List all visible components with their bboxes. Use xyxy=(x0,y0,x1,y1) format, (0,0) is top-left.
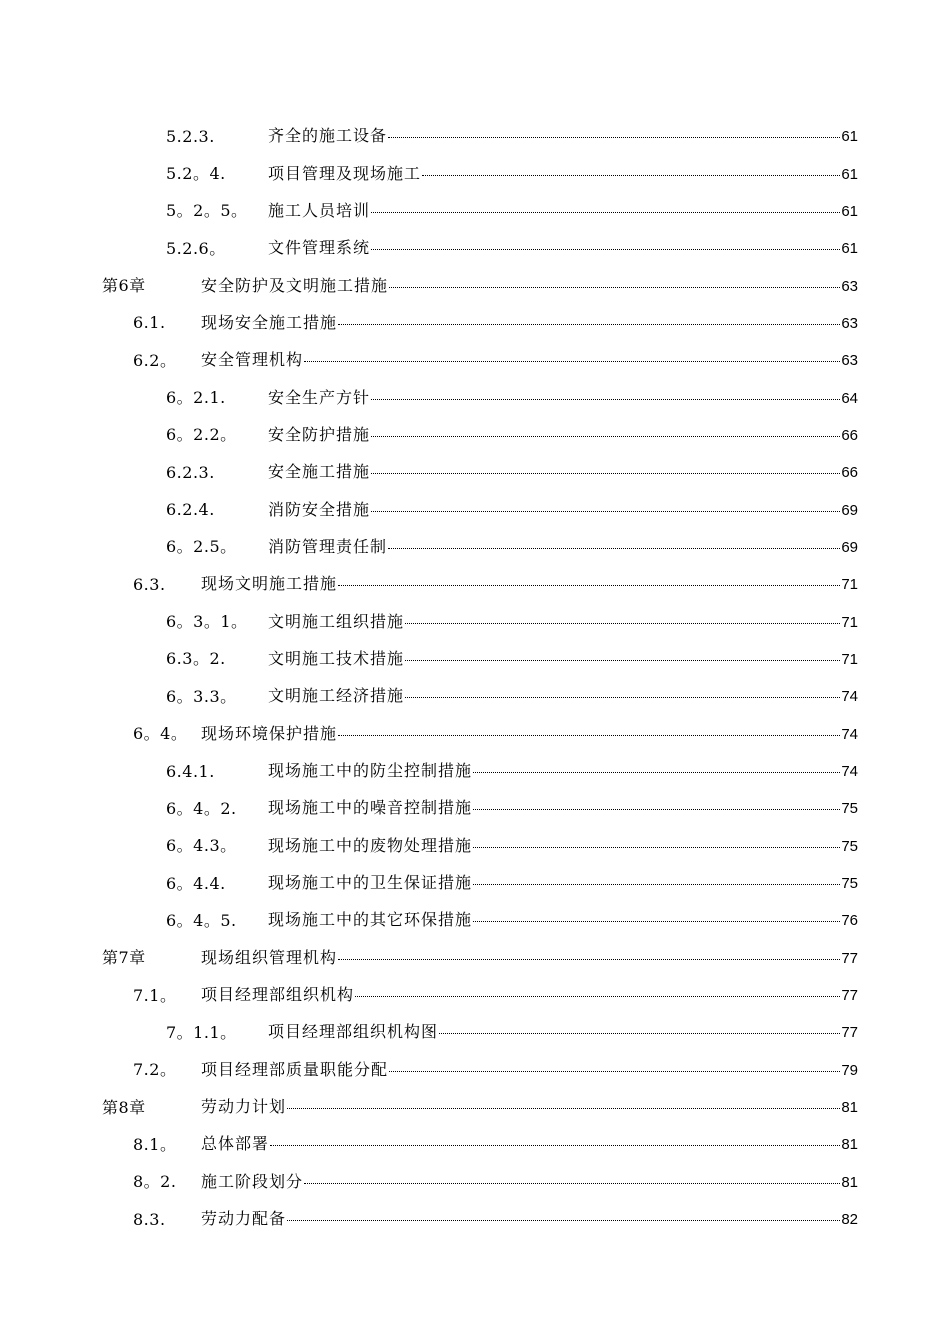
toc-entry-title: 施工人员培训 xyxy=(268,200,371,220)
toc-entry-title: 现场环境保护措施 xyxy=(201,723,338,743)
toc-entry-link[interactable] xyxy=(201,1134,858,1155)
toc-entry-page-number: 77 xyxy=(841,987,858,1005)
toc-entry-link[interactable] xyxy=(268,201,858,222)
toc-entry-title: 安全防护措施 xyxy=(268,424,371,444)
toc-entry[interactable] xyxy=(0,566,950,603)
toc-entry-title: 安全防护及文明施工措施 xyxy=(201,275,389,295)
toc-entry-title: 安全施工措施 xyxy=(268,462,371,482)
toc-entry-number: 6。4。 xyxy=(133,724,188,744)
toc-entry-page-number: 75 xyxy=(841,875,858,893)
toc-entry-title: 项目经理部组织机构图 xyxy=(268,1022,439,1042)
toc-entry-title: 现场组织管理机构 xyxy=(201,947,338,967)
toc-entry-title: 安全生产方针 xyxy=(268,387,371,407)
toc-entry-page-number: 82 xyxy=(841,1211,858,1229)
toc-entry-page-number: 61 xyxy=(841,165,858,183)
toc-entry-page-number: 61 xyxy=(841,128,858,146)
toc-entry-page-number: 81 xyxy=(841,1173,858,1191)
dot-leader xyxy=(304,361,840,362)
toc-entry-title: 现场文明施工措施 xyxy=(201,574,338,594)
toc-entry-title: 现场安全施工措施 xyxy=(201,312,338,332)
toc-entry-link[interactable] xyxy=(268,537,858,558)
toc-entry-number: 第6章 xyxy=(102,276,146,296)
toc-entry-page-number: 74 xyxy=(841,763,858,781)
toc-entry-title: 现场施工中的卫生保证措施 xyxy=(268,873,473,893)
toc-entry[interactable] xyxy=(0,977,950,1014)
toc-entry-number: 5。2。5。 xyxy=(166,201,248,221)
toc-entry[interactable] xyxy=(0,155,950,192)
toc-entry-page-number: 64 xyxy=(841,389,858,407)
toc-entry-link[interactable] xyxy=(201,1209,858,1230)
dot-leader xyxy=(371,436,840,437)
toc-entry[interactable] xyxy=(0,1089,950,1126)
toc-entry-title: 文明施工组织措施 xyxy=(268,611,405,631)
toc-entry-title: 总体部署 xyxy=(201,1134,270,1154)
toc-entry-page-number: 63 xyxy=(841,352,858,370)
toc-entry[interactable] xyxy=(0,641,950,678)
toc-entry-page-number: 61 xyxy=(841,240,858,258)
toc-entry-page-number: 63 xyxy=(841,314,858,332)
toc-entry-number: 8.3. xyxy=(133,1209,166,1229)
toc-entry-number: 6。4.3。 xyxy=(166,836,237,856)
toc-entry-number: 第8章 xyxy=(102,1097,146,1117)
toc-entry[interactable] xyxy=(0,1126,950,1163)
toc-entry-page-number: 77 xyxy=(841,949,858,967)
toc-entry-number: 6.2.4. xyxy=(166,500,215,520)
dot-leader xyxy=(439,1033,840,1034)
dot-leader xyxy=(371,399,840,400)
toc-entry-link[interactable] xyxy=(201,1060,858,1081)
toc-entry-page-number: 74 xyxy=(841,725,858,743)
toc-entry[interactable] xyxy=(0,790,950,827)
toc-entry-number: 6.2。 xyxy=(133,350,177,370)
dot-leader xyxy=(371,249,840,250)
toc-entry-number: 6.4.1. xyxy=(166,761,215,781)
dot-leader xyxy=(338,735,840,736)
toc-entry-link[interactable] xyxy=(201,948,858,969)
toc-entry-title: 文明施工技术措施 xyxy=(268,648,405,668)
toc-entry[interactable] xyxy=(0,342,950,379)
toc-entry-number: 7.2。 xyxy=(133,1060,177,1080)
toc-entry-link[interactable] xyxy=(268,910,858,931)
dot-leader xyxy=(388,548,840,549)
toc-entry-title: 劳动力计划 xyxy=(201,1097,287,1117)
toc-entry-link[interactable] xyxy=(268,500,858,521)
toc-entry-link[interactable] xyxy=(268,873,858,894)
toc-entry-link[interactable] xyxy=(201,724,858,745)
toc-entry-link[interactable] xyxy=(268,1022,858,1043)
toc-entry-page-number: 66 xyxy=(841,426,858,444)
dot-leader xyxy=(405,697,840,698)
toc-entry-number: 6.1. xyxy=(133,313,166,333)
toc-entry-page-number: 77 xyxy=(841,1024,858,1042)
toc-entry-link[interactable] xyxy=(268,425,858,446)
toc-entry-number: 6。3.3。 xyxy=(166,686,237,706)
toc-entry-number: 8.1。 xyxy=(133,1134,177,1154)
toc-entry-page-number: 63 xyxy=(841,277,858,295)
toc-entry-link[interactable] xyxy=(201,1097,858,1118)
toc-entry-number: 6.3. xyxy=(133,574,166,594)
toc-entry-page-number: 61 xyxy=(841,202,858,220)
toc-entry-title: 现场施工中的噪音控制措施 xyxy=(268,798,473,818)
toc-entry-title: 消防管理责任制 xyxy=(268,536,388,556)
toc-entry[interactable] xyxy=(0,753,950,790)
toc-entry-link[interactable] xyxy=(268,126,858,147)
toc-entry-number: 第7章 xyxy=(102,948,146,968)
dot-leader xyxy=(338,324,840,325)
toc-entry-number: 6。2.1. xyxy=(166,388,226,408)
toc-entry[interactable] xyxy=(0,267,950,304)
dot-leader xyxy=(371,511,840,512)
toc-entry-link[interactable] xyxy=(268,836,858,857)
toc-entry-link[interactable] xyxy=(268,612,858,633)
dot-leader xyxy=(388,137,840,138)
toc-entry-number: 6。2.2。 xyxy=(166,425,237,445)
toc-entry-title: 劳动力配备 xyxy=(201,1209,287,1229)
toc-entry-page-number: 81 xyxy=(841,1099,858,1117)
toc-entry-link[interactable] xyxy=(201,276,858,297)
dot-leader xyxy=(355,996,840,997)
toc-entry-title: 项目经理部质量职能分配 xyxy=(201,1059,389,1079)
dot-leader xyxy=(304,1183,840,1184)
toc-entry-number: 6。4.4. xyxy=(166,873,226,893)
dot-leader xyxy=(270,1145,840,1146)
toc-entry-number: 5.2.6。 xyxy=(166,238,226,258)
toc-entry-number: 6。3。1。 xyxy=(166,612,248,632)
dot-leader xyxy=(473,884,840,885)
toc-entry-link[interactable] xyxy=(268,649,858,670)
dot-leader xyxy=(371,473,840,474)
dot-leader xyxy=(389,287,840,288)
toc-entry-page-number: 81 xyxy=(841,1136,858,1154)
toc-entry-number: 6。4。5. xyxy=(166,910,237,930)
dot-leader xyxy=(287,1220,840,1221)
toc-entry[interactable] xyxy=(0,529,950,566)
toc-entry-number: 7.1。 xyxy=(133,985,177,1005)
toc-entry-link[interactable] xyxy=(268,164,858,185)
toc-entry[interactable] xyxy=(0,1014,950,1051)
dot-leader xyxy=(473,847,840,848)
toc-entry-title: 施工阶段划分 xyxy=(201,1171,304,1191)
toc-entry-title: 项目经理部组织机构 xyxy=(201,985,355,1005)
toc-entry[interactable] xyxy=(0,379,950,416)
toc-entry-page-number: 79 xyxy=(841,1061,858,1079)
toc-entry-title: 现场施工中的防尘控制措施 xyxy=(268,761,473,781)
dot-leader xyxy=(287,1108,840,1109)
toc-entry[interactable] xyxy=(0,1201,950,1238)
toc-entry-title: 现场施工中的废物处理措施 xyxy=(268,835,473,855)
toc-entry-link[interactable] xyxy=(201,985,858,1006)
toc-entry-link[interactable] xyxy=(201,313,858,334)
toc-entry-link[interactable] xyxy=(268,462,858,483)
toc-entry-link[interactable] xyxy=(201,574,858,595)
toc-entry-page-number: 75 xyxy=(841,837,858,855)
toc-entry-page-number: 74 xyxy=(841,688,858,706)
dot-leader xyxy=(473,772,840,773)
toc-entry[interactable] xyxy=(0,454,950,491)
toc-entry[interactable] xyxy=(0,305,950,342)
toc-entry[interactable] xyxy=(0,1164,950,1201)
toc-entry-page-number: 71 xyxy=(841,613,858,631)
toc-entry-page-number: 76 xyxy=(841,912,858,930)
toc-entry-page-number: 66 xyxy=(841,464,858,482)
toc-entry-link[interactable] xyxy=(201,1172,858,1193)
toc-entry[interactable] xyxy=(0,603,950,640)
toc-entry-link[interactable] xyxy=(268,798,858,819)
toc-entry-title: 项目管理及现场施工 xyxy=(268,163,422,183)
toc-entry[interactable] xyxy=(0,940,950,977)
toc-entry-title: 齐全的施工设备 xyxy=(268,126,388,146)
dot-leader xyxy=(405,623,840,624)
toc-entry-page-number: 69 xyxy=(841,501,858,519)
toc-entry-number: 6.2.3. xyxy=(166,462,215,482)
toc-entry[interactable] xyxy=(0,230,950,267)
toc-entry-number: 5.2。4. xyxy=(166,164,226,184)
toc-entry-page-number: 69 xyxy=(841,538,858,556)
dot-leader xyxy=(473,809,840,810)
toc-entry-number: 8。2. xyxy=(133,1172,177,1192)
toc-entry-title: 安全管理机构 xyxy=(201,350,304,370)
toc-entry-title: 消防安全措施 xyxy=(268,499,371,519)
toc-entry-number: 6。4。2. xyxy=(166,798,237,818)
toc-entry-link[interactable] xyxy=(201,350,858,371)
dot-leader xyxy=(405,660,840,661)
dot-leader xyxy=(338,959,840,960)
toc-entry[interactable] xyxy=(0,417,950,454)
toc-entry[interactable] xyxy=(0,902,950,939)
toc-entry-number: 7。1.1。 xyxy=(166,1022,237,1042)
dot-leader xyxy=(473,921,840,922)
toc-entry[interactable] xyxy=(0,118,950,155)
toc-entry-title: 文件管理系统 xyxy=(268,238,371,258)
toc-entry-page-number: 71 xyxy=(841,650,858,668)
toc-entry-link[interactable] xyxy=(268,238,858,259)
toc-entry-title: 现场施工中的其它环保措施 xyxy=(268,910,473,930)
toc-entry-title: 文明施工经济措施 xyxy=(268,686,405,706)
dot-leader xyxy=(371,212,840,213)
toc-entry-number: 5.2.3. xyxy=(166,126,215,146)
toc-entry[interactable] xyxy=(0,678,950,715)
toc-entry[interactable] xyxy=(0,828,950,865)
toc-entry-link[interactable] xyxy=(268,761,858,782)
toc-entry-page-number: 75 xyxy=(841,800,858,818)
toc-entry[interactable] xyxy=(0,193,950,230)
toc-entry[interactable] xyxy=(0,716,950,753)
toc-entry-link[interactable] xyxy=(268,686,858,707)
table-of-contents xyxy=(0,118,950,1238)
dot-leader xyxy=(422,175,840,176)
toc-entry-number: 6。2.5。 xyxy=(166,537,237,557)
dot-leader xyxy=(338,585,840,586)
toc-entry-link[interactable] xyxy=(268,388,858,409)
toc-entry-number: 6.3。2. xyxy=(166,649,226,669)
toc-entry[interactable] xyxy=(0,1052,950,1089)
toc-entry[interactable] xyxy=(0,491,950,528)
toc-entry-page-number: 71 xyxy=(841,576,858,594)
dot-leader xyxy=(389,1071,840,1072)
toc-entry[interactable] xyxy=(0,865,950,902)
